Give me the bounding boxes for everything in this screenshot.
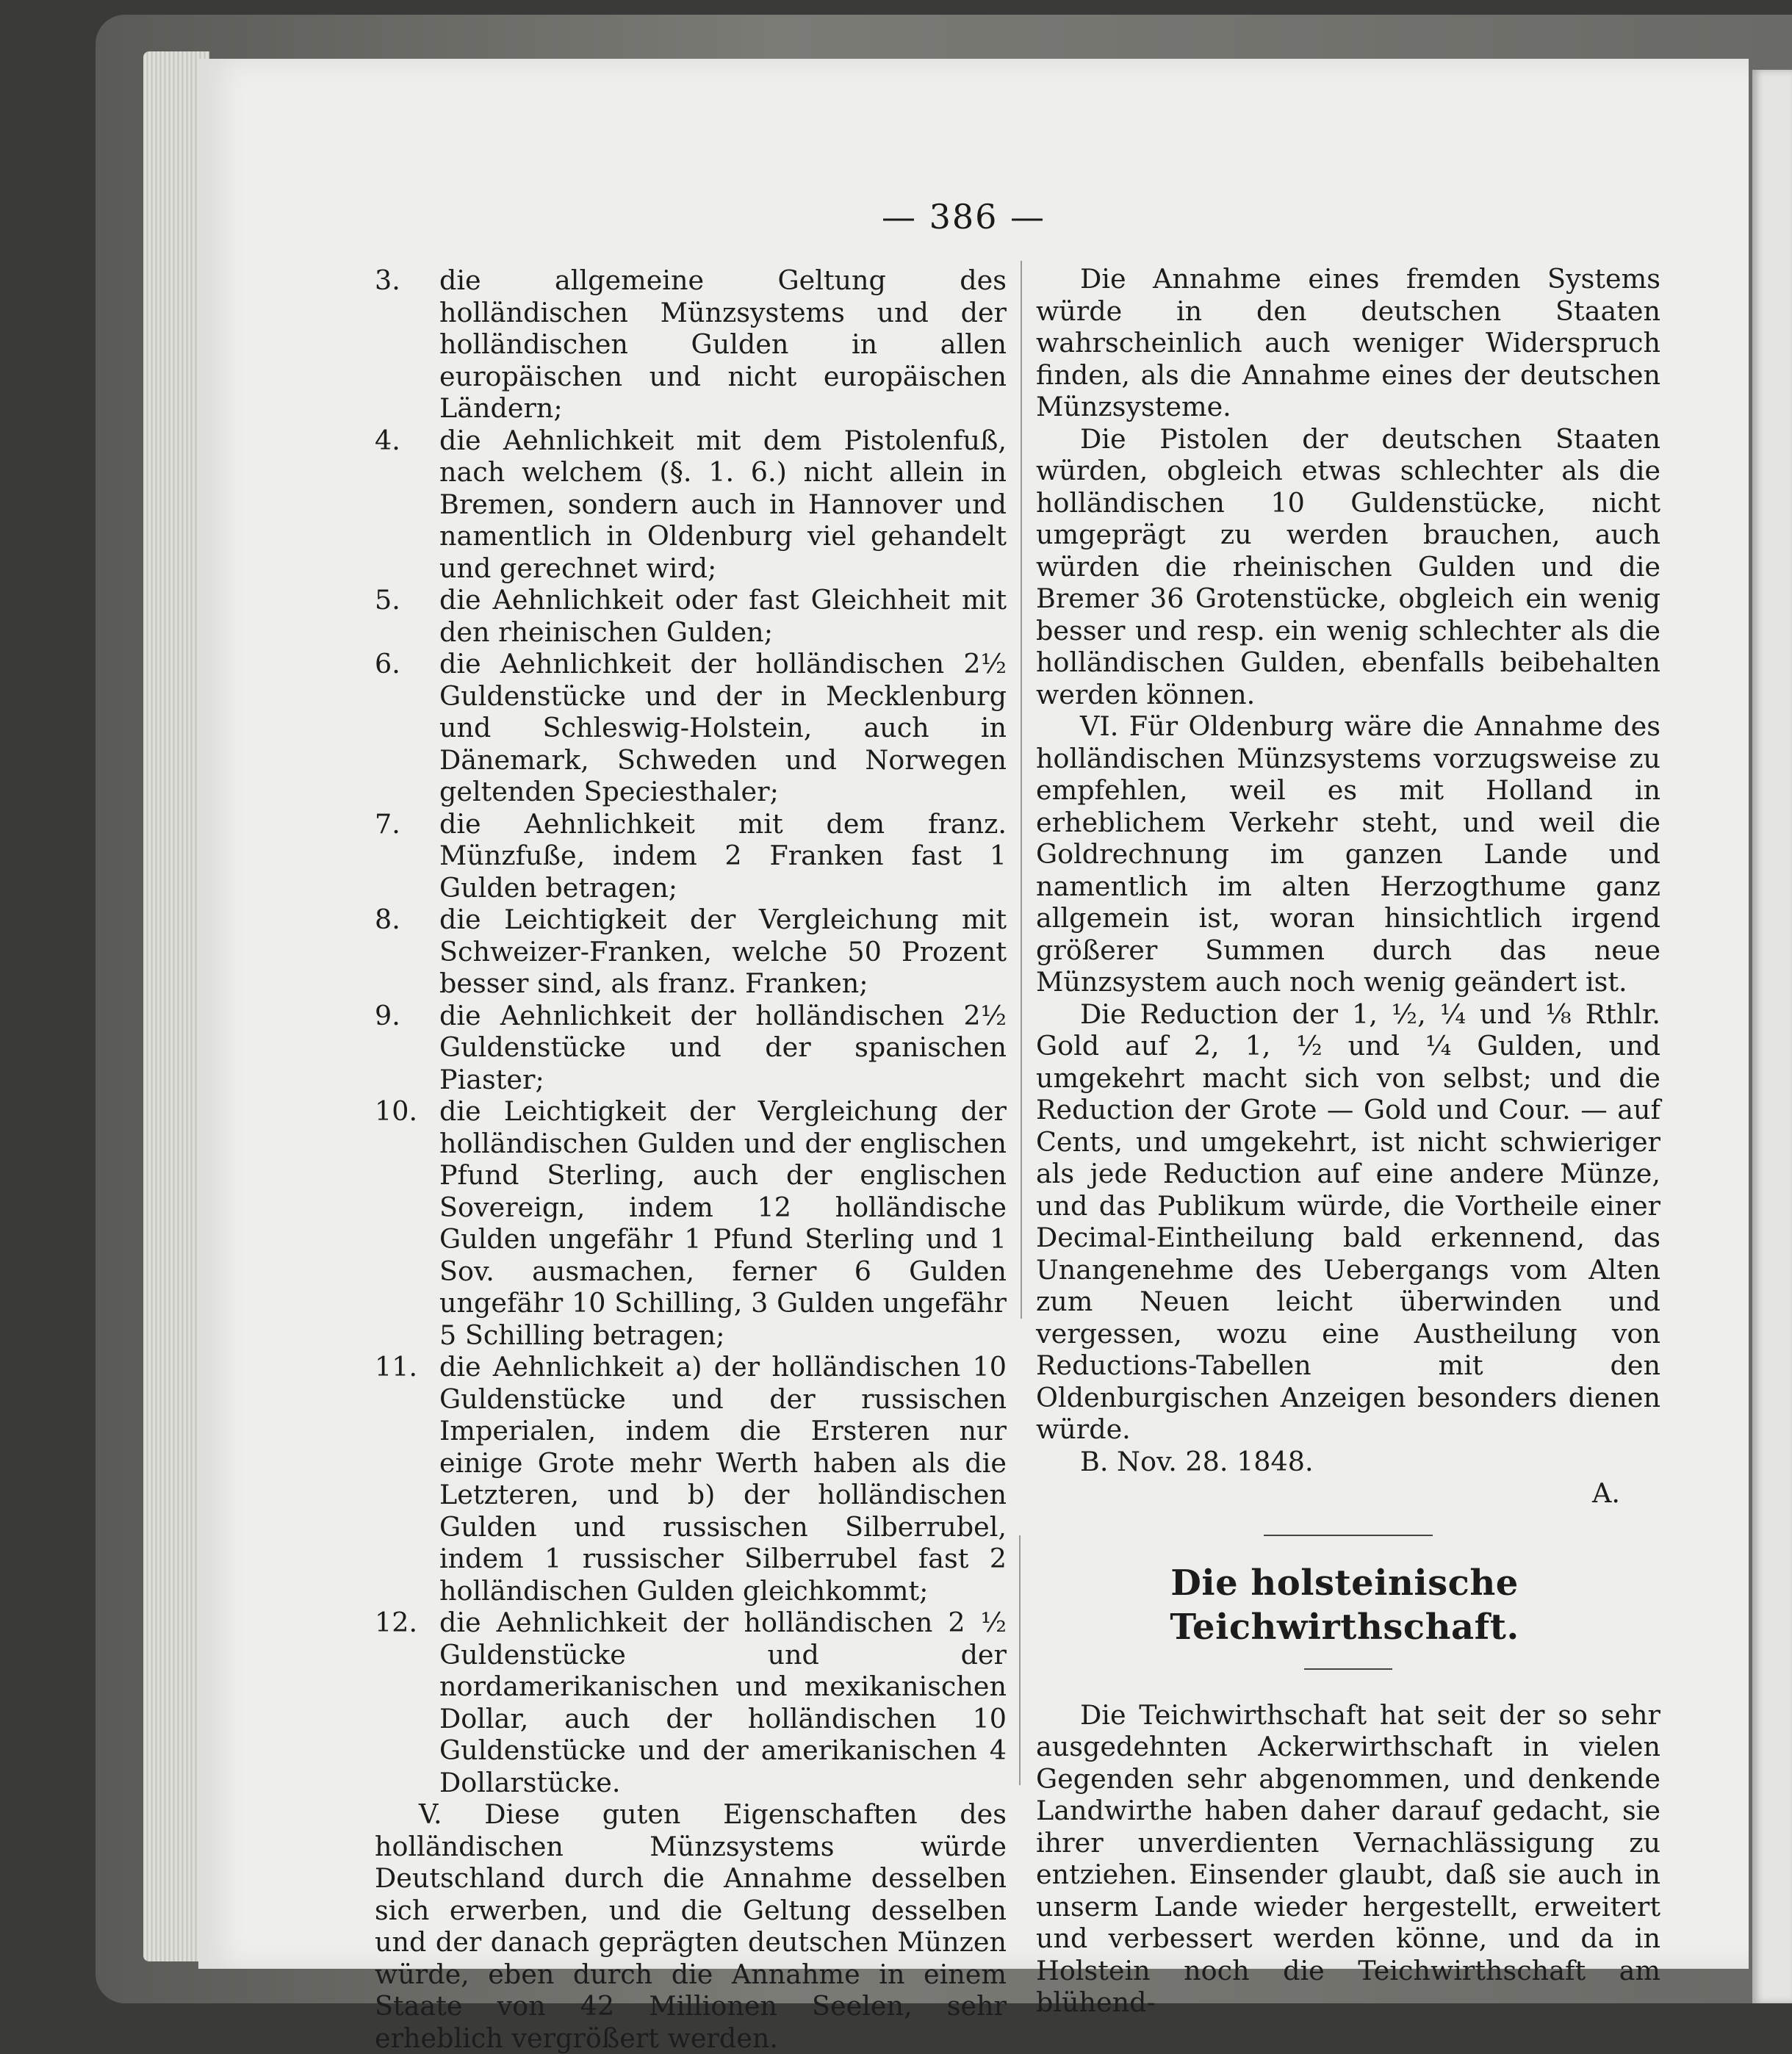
paragraph-vi: VI. Für Oldenburg wäre die Annahme des holländischen Münzsystems vorzugsweise zu empfehlen, weil es mit Holland in erheblichem Verkehr steht, und weil die Goldrechnung im ganzen Lande und namentlich im alten Herzogthume ganz allgemein ist, woran hinsichtlich irgend größerer Summen durch das neue Münzsystem auch noch wenig geändert ist. bbox=[1036, 710, 1660, 998]
item-text: die Aehnlichkeit mit dem franz. Münzfuße, indem 2 Franken fast 1 Gulden betragen; bbox=[439, 807, 1007, 904]
author-initial: A. bbox=[1592, 1477, 1620, 1509]
article-paragraph: Die Teichwirthschaft hat seit der so sehr ausgedehnten Ackerwirthschaft in vielen Gegenden sehr abgenommen, und denkende Landwirthe haben daher darauf gedacht, sie ihrer unverdienten Vernachlässigung zu entziehen. Einsender glaubt, daß sie auch in unserm Lande wieder hergestellt, erweitert und verbessert werden könne, und da in Holstein noch die Teichwirthschaft am blühend- bbox=[1036, 1698, 1660, 2018]
list-item bbox=[375, 1607, 1007, 1798]
item-text: die Aehnlichkeit der holländischen 2 ½ Guldenstücke und der nordamerikanischen und mexikanischen Dollar, auch der holländischen 10 Guldenstücke und der amerikanischen 4 Dollarstücke. bbox=[439, 1607, 1007, 1798]
facing-page-edge bbox=[1752, 70, 1792, 2003]
item-number: 4. bbox=[375, 424, 400, 456]
list-item bbox=[375, 904, 1007, 1000]
list-item bbox=[375, 648, 1007, 808]
page-number: — 386 — bbox=[882, 197, 1046, 237]
item-text: die Leichtigkeit der Vergleichung mit Schweizer-Franken, welche 50 Prozent besser sind, als franz. Franken; bbox=[439, 904, 1007, 999]
item-text: die allgemeine Geltung des holländischen Münzsystems und der holländischen Gulden in allen europäischen und nicht europäischen Ländern; bbox=[439, 264, 1007, 424]
list-item bbox=[375, 1000, 1007, 1096]
item-number: 6. bbox=[375, 648, 400, 680]
item-text: die Aehnlichkeit a) der holländischen 10 Guldenstücke und der russischen Imperialen, indem die Ersteren nur einige Grote mehr Werth haben als die Letzteren, und b) der holländischen Gulden und russischen Silberrubel, indem 1 russischer Silberrubel fast 2 holländischen Gulden gleichkommt; bbox=[439, 1351, 1007, 1607]
paragraph: Die Annahme eines fremden Systems würde in den deutschen Staaten wahrscheinlich auch weniger Widerspruch finden, als die Annahme eines der deutschen Münzsysteme. bbox=[1036, 263, 1660, 422]
list-item bbox=[375, 808, 1007, 904]
item-number: 11. bbox=[375, 1351, 418, 1383]
item-text: die Aehnlichkeit mit dem Pistolenfuß, nach welchem (§. 1. 6.) nicht allein in Bremen, sondern auch in Hannover und namentlich in Oldenburg viel gehandelt und gerechnet wird; bbox=[439, 424, 1007, 584]
left-column bbox=[375, 264, 1007, 2054]
section-rule bbox=[1264, 1535, 1433, 1536]
item-number: 12. bbox=[375, 1607, 418, 1638]
article-heading: Die holsteinische Teichwirthschaft. bbox=[1170, 1562, 1519, 1648]
column-divider bbox=[1021, 261, 1022, 1319]
list-item bbox=[375, 1095, 1007, 1351]
place-date: B. Nov. 28. 1848. bbox=[1080, 1445, 1314, 1477]
right-column bbox=[1036, 263, 1660, 2019]
list-item bbox=[375, 425, 1007, 585]
item-text: die Aehnlichkeit der holländischen 2½ Guldenstücke und der in Mecklenburg und Schleswig-Holstein, auch in Dänemark, Schweden und Norwegen geltenden Speciesthaler; bbox=[439, 648, 1007, 807]
column-divider-lower bbox=[1019, 1535, 1021, 1785]
item-number: 10. bbox=[375, 1095, 418, 1127]
item-number: 8. bbox=[375, 904, 400, 935]
item-number: 5. bbox=[375, 584, 400, 616]
paragraph: Die Pistolen der deutschen Staaten würden, obgleich etwas schlechter als die holländischen 10 Guldenstücke, nicht umgeprägt zu werden brauchen, auch würden die rheinischen Gulden und die Bremer 36 Grotenstücke, obgleich ein wenig besser und resp. ein wenig schlechter als die holländischen Gulden, ebenfalls beibehalten werden können. bbox=[1036, 422, 1660, 710]
item-text: die Aehnlichkeit oder fast Gleichheit mit den rheinischen Gulden; bbox=[439, 584, 1007, 648]
item-number: 7. bbox=[375, 807, 400, 840]
item-text: die Leichtigkeit der Vergleichung der holländischen Gulden und der englischen Pfund Sterling, auch der englischen Sovereign, indem 12 holländische Gulden ungefähr 1 Pfund Sterling und 1 Sov. ausmachen, ferner 6 Gulden ungefähr 10 Schilling, 3 Gulden ungefähr 5 Schilling betragen; bbox=[439, 1095, 1007, 1351]
list-item bbox=[375, 1351, 1007, 1607]
item-number: 9. bbox=[375, 999, 400, 1031]
item-number: 3. bbox=[375, 264, 400, 296]
item-text: die Aehnlichkeit der holländischen 2½ Guldenstücke und der spanischen Piaster; bbox=[439, 999, 1007, 1095]
heading-rule bbox=[1304, 1668, 1392, 1670]
signature-date bbox=[1036, 1446, 1660, 1478]
paragraph: Die Reduction der 1, ½, ¼ und ⅛ Rthlr. Gold auf 2, 1, ½ und ¼ Gulden, und umgekehrt macht sich von selbst; und die Reduction der Grote — Gold und Cour. — auf Cents, und umgekehrt, ist nicht schwieriger als jede Reduction auf eine andere Münze, und das Publikum würde, die Vortheile einer Decimal-Eintheilung bald erkennend, das Unangenehme des Uebergangs vom Alten zum Neuen leicht überwinden und vergessen, wozu eine Austheilung von Reductions-Tabellen mit den Oldenburgischen Anzeigen besonders dienen würde. bbox=[1036, 998, 1660, 1445]
list-item bbox=[375, 264, 1007, 425]
signature-author-row bbox=[1036, 1477, 1660, 1510]
paragraph-v: V. Diese guten Eigenschaften des holländischen Münzsystems würde Deutschland durch die Annahme desselben sich erwerben, und die Geltung desselben und der danach geprägten deutschen Münzen würde, eben durch die Annahme in einem Staate von 42 Millionen Seelen, sehr erheblich vergrößert werden. bbox=[375, 1798, 1007, 2054]
list-item bbox=[375, 584, 1007, 648]
